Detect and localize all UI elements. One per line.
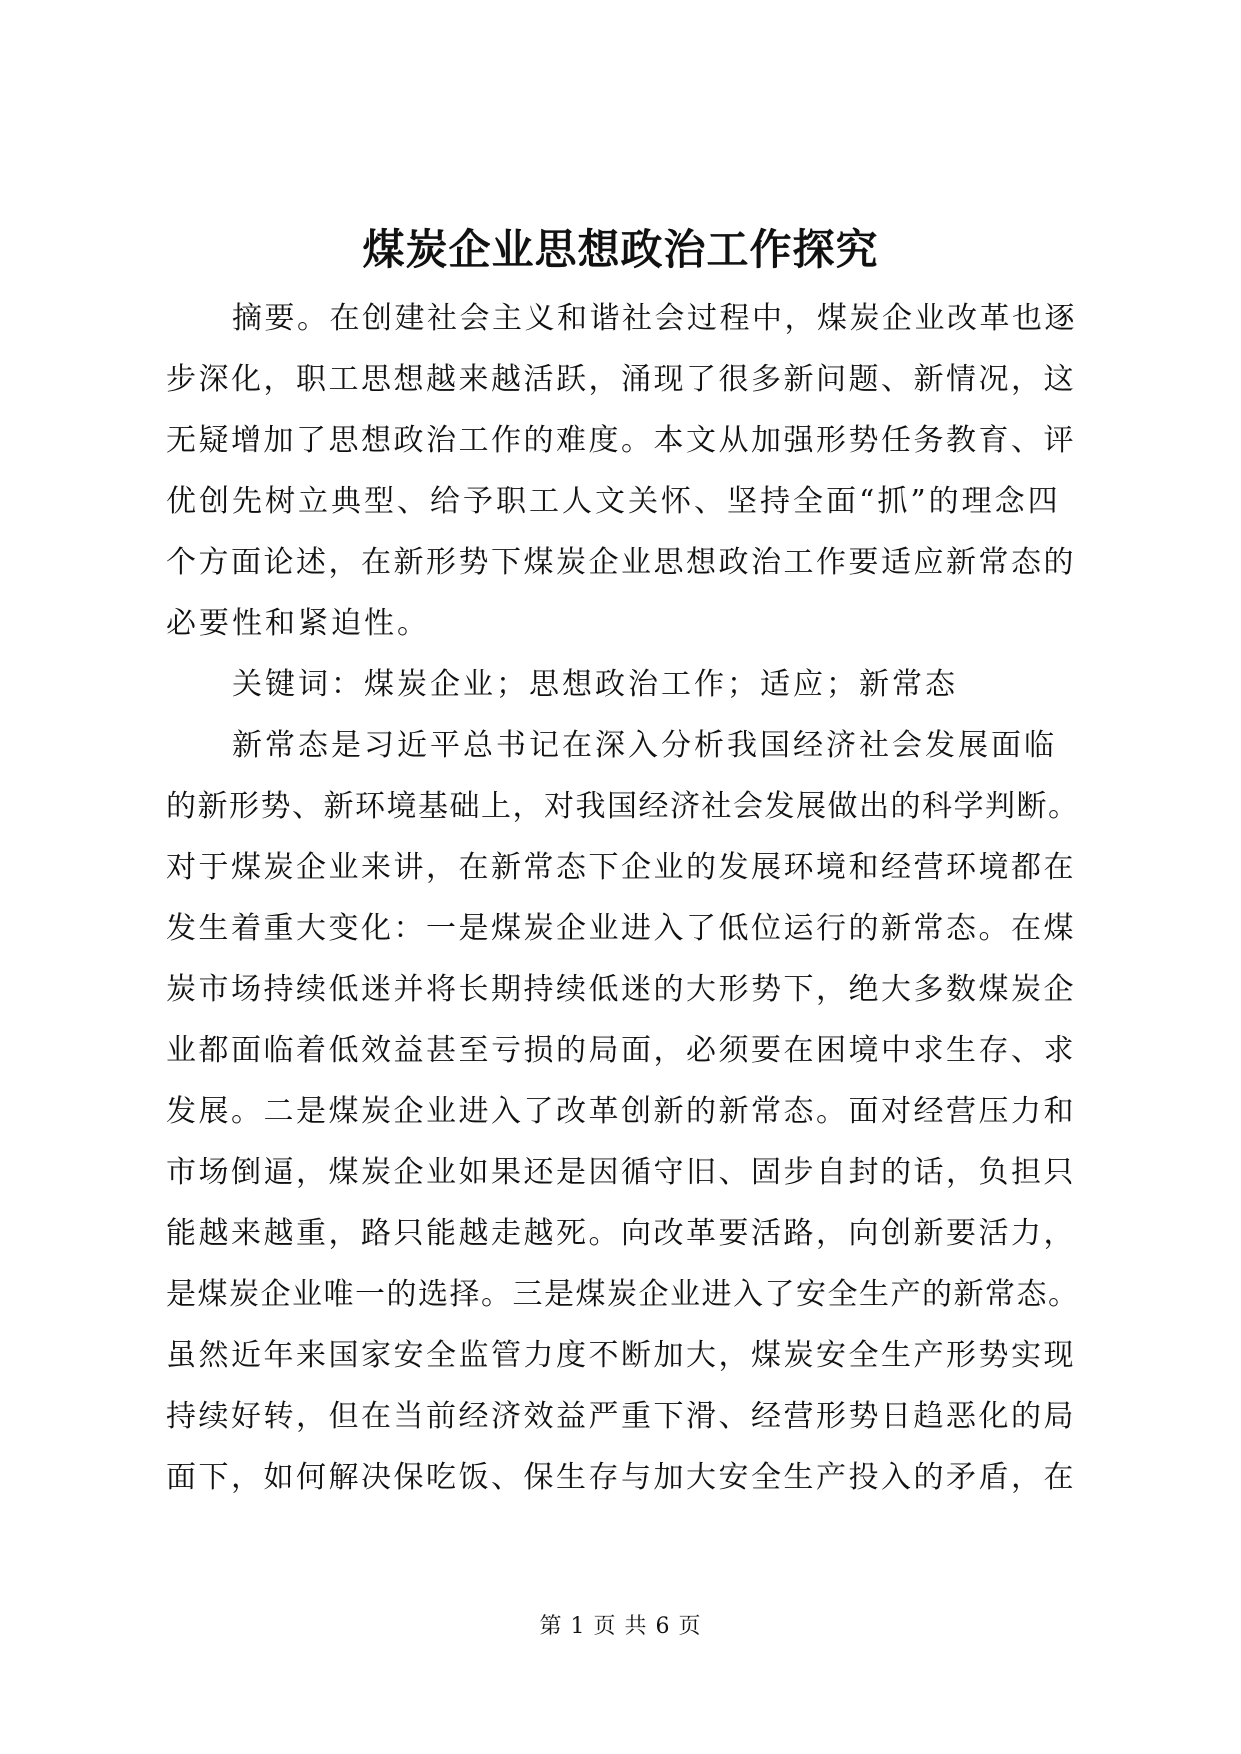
text-line: 个方面论述，在新形势下煤炭企业思想政治工作要适应新常态的	[166, 545, 1076, 580]
text-line: 虽然近年来国家安全监管力度不断加大，煤炭安全生产形势实现	[166, 1338, 1076, 1373]
text-line: 新常态是习近平总书记在深入分析我国经济社会发展面临	[232, 728, 1057, 763]
document-body	[166, 288, 1084, 1508]
text-line: 炭市场持续低迷并将长期持续低迷的大形势下，绝大多数煤炭企	[166, 972, 1076, 1007]
text-line: 持续好转，但在当前经济效益严重下滑、经营形势日趋恶化的局	[166, 1399, 1076, 1434]
text-line: 必要性和紧迫性。	[166, 606, 430, 641]
page-footer: 第 1 页 共 6 页	[539, 1614, 702, 1639]
text-line: 优创先树立典型、给予职工人文关怀、坚持全面“抓”的理念四	[166, 484, 1061, 519]
text-line: 能越来越重，路只能越走越死。向改革要活路，向创新要活力，	[166, 1216, 1076, 1251]
text-line: 发生着重大变化：一是煤炭企业进入了低位运行的新常态。在煤	[166, 911, 1076, 946]
text-line: 市场倒逼，煤炭企业如果还是因循守旧、固步自封的话，负担只	[166, 1155, 1076, 1190]
text-line: 无疑增加了思想政治工作的难度。本文从加强形势任务教育、评	[166, 423, 1076, 458]
text-line: 对于煤炭企业来讲，在新常态下企业的发展环境和经营环境都在	[166, 850, 1076, 885]
text-line: 的新形势、新环境基础上，对我国经济社会发展做出的科学判断。	[166, 789, 1080, 824]
text-line: 面下，如何解决保吃饭、保生存与加大安全生产投入的矛盾，在	[166, 1460, 1076, 1495]
text-line: 是煤炭企业唯一的选择。三是煤炭企业进入了安全生产的新常态。	[166, 1277, 1080, 1312]
text-line: 发展。二是煤炭企业进入了改革创新的新常态。面对经营压力和	[166, 1094, 1076, 1129]
text-line: 关键词：煤炭企业；思想政治工作；适应；新常态	[232, 667, 958, 702]
document-title: 煤炭企业思想政治工作探究	[362, 225, 879, 274]
text-line: 步深化，职工思想越来越活跃，涌现了很多新问题、新情况，这	[166, 362, 1076, 397]
text-line: 业都面临着低效益甚至亏损的局面，必须要在困境中求生存、求	[166, 1033, 1076, 1068]
text-line: 摘要。在创建社会主义和谐社会过程中，煤炭企业改革也逐	[232, 301, 1077, 336]
